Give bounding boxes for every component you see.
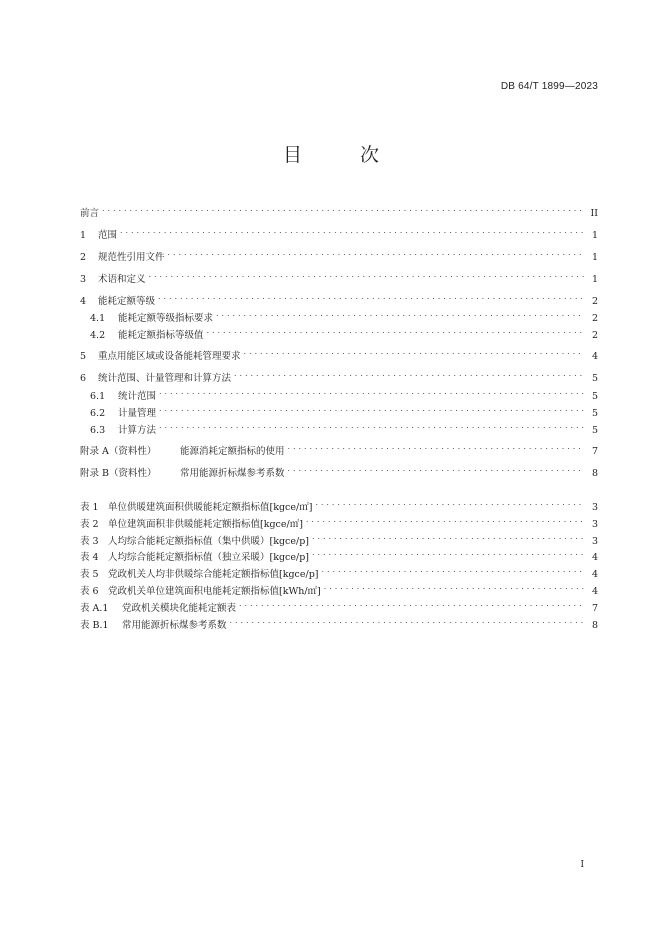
toc-entry-number: 附录 B（资料性）	[80, 468, 157, 479]
toc-table-page: 3	[591, 519, 598, 530]
toc-entry-label: 规范性引用文件	[98, 252, 165, 263]
toc-table-number: 表 6	[80, 586, 99, 597]
toc-leader-dots	[288, 462, 584, 476]
toc-leader-dots	[168, 246, 584, 260]
toc-leader-dots	[321, 563, 584, 577]
toc-entry-number: 4.1	[90, 313, 106, 324]
toc-entry-page: 2	[591, 313, 598, 324]
toc-entry-6[interactable]	[80, 367, 598, 384]
toc-table-number: 表 1	[80, 502, 99, 513]
toc-leader-dots	[159, 402, 584, 416]
toc-entry-page: 2	[591, 296, 598, 307]
toc-entry-label: 统计范围、计量管理和计算方法	[98, 373, 232, 384]
toc-entry-page: 8	[591, 468, 598, 479]
toc-table-number: 表 3	[80, 536, 99, 547]
toc-entry-3[interactable]	[80, 268, 598, 285]
toc-table-page: 3	[591, 536, 598, 547]
toc-entry-page: II	[590, 208, 598, 219]
toc-leader-dots	[216, 307, 584, 321]
toc-table-number: 表 2	[80, 519, 99, 530]
toc-table-a1[interactable]	[80, 597, 598, 614]
toc-leader-dots	[306, 513, 584, 527]
toc-entry-page: 5	[591, 373, 598, 384]
toc-table-1[interactable]	[80, 496, 598, 513]
toc-entry-number: 1	[80, 230, 87, 241]
toc-table-number: 表 B.1	[80, 620, 109, 631]
toc-entry-label: 重点用能区域或设备能耗管理要求	[98, 351, 241, 362]
toc-entry-label: 前言	[80, 208, 100, 219]
toc-entry-appendix-b[interactable]	[80, 462, 598, 479]
toc-entry-page: 1	[591, 274, 598, 285]
toc-table-number: 表 A.1	[80, 603, 109, 614]
toc-table-page: 4	[591, 552, 598, 563]
toc-entry-5[interactable]	[80, 345, 598, 362]
document-code: DB 64/T 1899—2023	[500, 81, 598, 92]
toc-entry-label: 计算方法	[118, 425, 157, 436]
toc-entry-page: 5	[591, 391, 598, 402]
toc-entry-4-1[interactable]	[90, 307, 598, 324]
toc-entry-6-2[interactable]	[90, 402, 598, 419]
toc-table-label: 常用能源折标煤参考系数	[122, 620, 227, 631]
toc-table-label: 人均综合能耗定额指标值（独立采暖）[kgce/p]	[108, 552, 309, 563]
toc-leader-dots	[120, 224, 584, 238]
toc-entry-foreword[interactable]	[80, 202, 598, 219]
toc-entry-label: 能耗定额等级	[98, 296, 156, 307]
toc-entry-page: 4	[591, 351, 598, 362]
toc-table-label: 党政机关模块化能耗定额表	[122, 603, 237, 614]
toc-leader-dots	[244, 345, 584, 359]
toc-entry-appendix-a[interactable]	[80, 440, 598, 457]
toc-table-b1[interactable]	[80, 614, 598, 631]
toc-table-6[interactable]	[80, 580, 598, 597]
toc-leader-dots	[239, 597, 584, 611]
toc-table-3[interactable]	[80, 530, 598, 547]
toc-table-page: 8	[591, 620, 598, 631]
toc-entry-page: 2	[591, 330, 598, 341]
toc-leader-dots	[207, 324, 584, 338]
toc-entry-page: 5	[591, 425, 598, 436]
toc-table-page: 4	[591, 569, 598, 580]
toc-leader-dots	[315, 496, 584, 510]
toc-table-page: 3	[591, 502, 598, 513]
toc-table-5[interactable]	[80, 563, 598, 580]
toc-table-number: 表 5	[80, 569, 99, 580]
toc-entry-label: 能耗定额指标等级值	[118, 330, 204, 341]
toc-entry-6-3[interactable]	[90, 419, 598, 436]
toc-entry-page: 1	[591, 230, 598, 241]
toc-entry-label: 能源消耗定额指标的使用	[180, 446, 285, 457]
toc-entry-page: 1	[591, 252, 598, 263]
toc-table-label: 党政机关单位建筑面积电能耗定额指标值[kWh/㎡]	[108, 586, 321, 597]
toc-entry-number: 5	[80, 351, 87, 362]
toc-leader-dots	[312, 530, 584, 544]
toc-leader-dots	[102, 202, 584, 216]
toc-table-page: 7	[591, 603, 598, 614]
toc-entry-label: 术语和定义	[98, 274, 146, 285]
toc-entry-number: 6.2	[90, 408, 106, 419]
toc-entry-number: 4	[80, 296, 87, 307]
toc-entry-number: 3	[80, 274, 87, 285]
toc-entry-number: 6.3	[90, 425, 106, 436]
toc-entry-label: 范围	[98, 230, 118, 241]
toc-entry-4-2[interactable]	[90, 324, 598, 341]
toc-table-4[interactable]	[80, 546, 598, 563]
toc-leader-dots	[312, 546, 584, 560]
toc-leader-dots	[158, 290, 584, 304]
toc-entry-number: 附录 A（资料性）	[80, 446, 157, 457]
toc-leader-dots	[159, 419, 584, 433]
toc-entry-number: 2	[80, 252, 87, 263]
toc-entry-6-1[interactable]	[90, 385, 598, 402]
toc-leader-dots	[324, 580, 584, 594]
toc-entry-4[interactable]	[80, 290, 598, 307]
toc-entry-number: 6.1	[90, 391, 106, 402]
toc-table-label: 党政机关人均非供暖综合能耗定额指标值[kgce/p]	[108, 569, 319, 580]
toc-table-label: 单位建筑面积非供暖能耗定额指标值[kgce/㎡]	[108, 519, 303, 530]
toc-entry-label: 计量管理	[118, 408, 157, 419]
toc-entry-number: 6	[80, 373, 87, 384]
toc-leader-dots	[149, 268, 584, 282]
toc-entry-label: 能耗定额等级指标要求	[118, 313, 214, 324]
toc-entry-2[interactable]	[80, 246, 598, 263]
toc-title: 目 次	[282, 144, 406, 166]
toc-table-number: 表 4	[80, 552, 99, 563]
toc-entry-page: 5	[591, 408, 598, 419]
toc-leader-dots	[230, 614, 584, 628]
toc-table-2[interactable]	[80, 513, 598, 530]
page-number: I	[580, 860, 584, 870]
toc-leader-dots	[159, 385, 584, 399]
toc-leader-dots	[234, 367, 584, 381]
toc-entry-1[interactable]	[80, 224, 598, 241]
toc-leader-dots	[288, 440, 584, 454]
toc-entry-number: 4.2	[90, 330, 106, 341]
toc-entry-label: 常用能源折标煤参考系数	[180, 468, 285, 479]
toc-entry-label: 统计范围	[118, 391, 157, 402]
toc-table-page: 4	[591, 586, 598, 597]
toc-entry-page: 7	[591, 446, 598, 457]
toc-table-label: 人均综合能耗定额指标值（集中供暖）[kgce/p]	[108, 536, 309, 547]
toc-table-label: 单位供暖建筑面积供暖能耗定额指标值[kgce/㎡]	[108, 502, 313, 513]
